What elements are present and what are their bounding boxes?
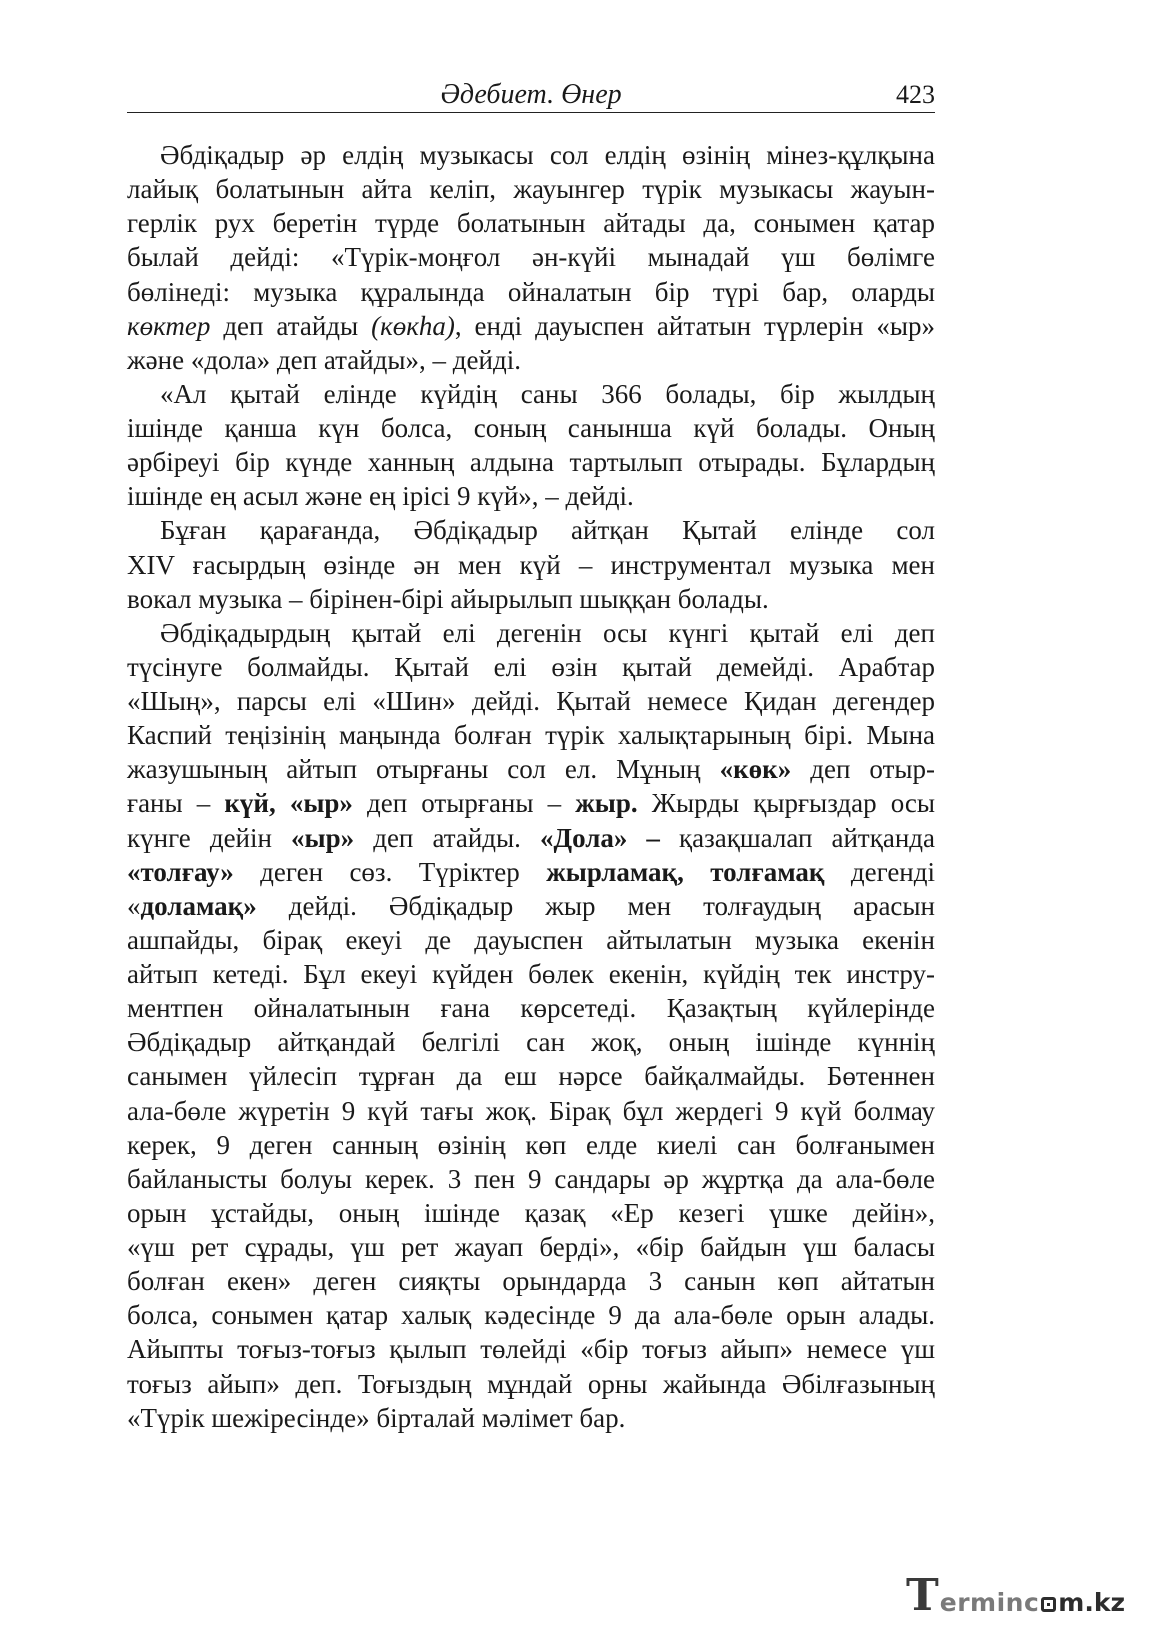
text-line [127,582,935,616]
text-run: , енді дауыспен айтатын түрлерін «ыр» [454,310,935,341]
text-line [127,923,935,957]
text-run: әрбіреуі бір күнде ханның алдына тартылып отырады. Бұлардың [127,447,935,478]
bold-text: жырламақ, толғамақ [546,856,825,887]
text-line [127,172,935,206]
italic-text: (көкһа) [371,310,455,341]
text-line [127,309,935,343]
text-line [127,718,935,752]
text-line [127,684,935,718]
running-header [127,78,935,113]
square-o-icon [1041,1597,1056,1612]
text-run: күнге дейін [127,822,292,853]
text-line [127,1367,935,1401]
text-run: қазақшалап айтқанда [659,822,936,853]
bold-text: күй, «ыр» [224,788,353,819]
text-run: орын ұстайды, оның ішінде қазақ «Ер кезегі үшке дейін», [127,1197,935,1228]
watermark-initial: T [906,1570,939,1621]
text-run: Айыпты тоғыз-тоғыз қылып төлейді «бір тоғыз айып» немесе үш [127,1334,935,1365]
bold-text: «ыр» [291,822,355,853]
text-run: ментпен ойналатынын ғана көрсетеді. Қазақтың күйлерінде [127,993,935,1024]
text-run: тоғыз айып» деп. Тоғыздың мұндай орны жайында Әбілғазының [127,1368,935,1399]
text-line [127,1264,935,1298]
text-run: герлік рух беретін түрде болатынын айтады да, сонымен қатар [127,208,935,239]
text-run: түсінуге болмайды. Қытай елі өзін қытай демейді. Арабтар [127,651,935,682]
text-run: санымен үйлесіп тұрған да еш нәрсе байқалмайды. Бөтеннен [127,1061,935,1092]
text-line [127,240,935,274]
text-run: айтып кетеді. Бұл екеуі күйден бөлек екенін, күйдің тек инстру- [127,959,935,989]
text-line [127,889,935,923]
text-line [127,138,935,172]
text-run: Әбдіқадырдың қытай елі дегенін осы күнгі қытай елі деп [160,617,935,648]
text-line [127,991,935,1025]
text-run: жазушының айтып отырғаны сол ел. Мұның [127,754,720,785]
text-run: ішінде қанша күн болса, соның санынша күй болады. Оның [127,413,935,443]
text-run: вокал музыка – бірінен-бірі айырылып шыққан болады. [127,583,769,614]
text-run: деп атайды. [354,822,540,853]
text-run: Каспий теңізінің маңында болған түрік халықтарының бірі. Мына [127,720,935,751]
text-line [127,1162,935,1196]
text-line [127,1298,935,1332]
text-line [127,377,935,411]
text-line [127,548,935,582]
text-run: және «дола» деп атайды», – дейді. [127,344,521,375]
text-run: «Ал қытай елінде күйдің саны 366 болады, бір жылдың [160,378,935,409]
text-line [127,821,935,855]
text-run: XIV ғасырдың өзінде ән мен күй – инструментал музыка мен [127,549,935,580]
text-run: ашпайды, бірақ екеуі де дауыспен айтылатын музыка екенін [127,924,935,955]
text-run: Бұған қарағанда, Әбдіқадыр айтқан Қытай елінде сол [160,515,935,546]
text-run: бөлінеді: музыка құралында ойналатын бір түрі бар, оларды [127,276,935,307]
text-line [127,1332,935,1366]
watermark-domain: m.kz [1058,1588,1126,1617]
text-run: болған екен» деген сияқты орындарда 3 санын көп айтатын [127,1266,935,1297]
text-line [127,616,935,650]
paragraph-1 [127,138,935,377]
text-line [127,206,935,240]
paragraph-3 [127,513,935,615]
text-run: дейді. Әбдіқадыр жыр мен толғаудың арасын [256,890,935,921]
italic-text: көктер [127,310,211,341]
text-run: «үш рет сұрады, үш рет жауап берді», «бір байдын үш баласы [127,1232,935,1262]
text-line [127,343,935,377]
text-line [127,650,935,684]
text-run: дегенді [824,856,935,887]
bold-text: жыр. [575,788,638,819]
text-line [127,957,935,991]
watermark-text: erminc [939,1588,1040,1617]
text-line [127,786,935,820]
bold-text: «толғау» [127,856,234,887]
text-line [127,275,935,309]
text-run: ала-бөле жүретін 9 күй тағы жоқ. Бірақ бұл жердегі 9 күй болмау [127,1095,935,1126]
text-run: Әбдіқадыр әр елдің музыкасы сол елдің өзінің мінез-құлқына [160,140,935,170]
text-line [127,752,935,786]
text-line [127,1196,935,1230]
text-line [127,855,935,889]
text-run: байланысты болуы керек. 3 пен 9 сандары әр жұртқа да ала-бөле [127,1163,935,1194]
bold-text: «Дола» – [540,822,660,853]
watermark-logo [906,1570,1126,1621]
text-line [127,479,935,513]
text-run: деп атайды [210,310,372,341]
text-line [127,1401,935,1435]
text-line [127,1025,935,1059]
text-line [127,513,935,547]
text-run: деген сөз. Түріктер [233,856,547,887]
text-run: былай дейді: «Түрік-моңғол ән-күйі мынадай үш бөлімге [127,242,935,273]
text-run: болса, сонымен қатар халық кәдесінде 9 да ала-бөле орын алады. [127,1300,935,1331]
text-run: деп отырғаны – [352,788,576,819]
bold-text: «көк» [719,754,792,785]
text-run: «Түрік шежіресінде» бірталай мәлімет бар. [127,1402,626,1433]
paragraph-2 [127,377,935,514]
body-text [127,138,935,1435]
text-run: « [127,890,141,921]
bold-text: доламақ» [140,890,257,921]
section-title: Әдебиет. Өнер [440,79,622,110]
page-number: 423 [896,80,935,109]
text-run: лайық болатынын айта келіп, жауынгер түрік музыкасы жауын- [127,174,935,205]
text-run: ішінде ең асыл және ең ірісі 9 күй», – дейді. [127,481,634,512]
text-line [127,445,935,479]
text-line [127,1059,935,1093]
text-line [127,411,935,445]
text-run: Әбдіқадыр айтқандай белгілі сан жоқ, оның ішінде күннің [127,1027,935,1058]
text-line [127,1230,935,1264]
text-run: деп отыр- [791,754,935,785]
text-run: ғаны – [127,788,225,819]
text-run: «Шың», парсы елі «Шин» дейді. Қытай немесе Қидан дегендер [127,686,935,716]
text-run: Жырды қырғыздар осы [637,788,935,819]
paragraph-4 [127,616,935,1435]
text-line [127,1094,935,1128]
text-line [127,1128,935,1162]
text-run: керек, 9 деген санның өзінің көп елде киелі сан болғанымен [127,1129,935,1160]
